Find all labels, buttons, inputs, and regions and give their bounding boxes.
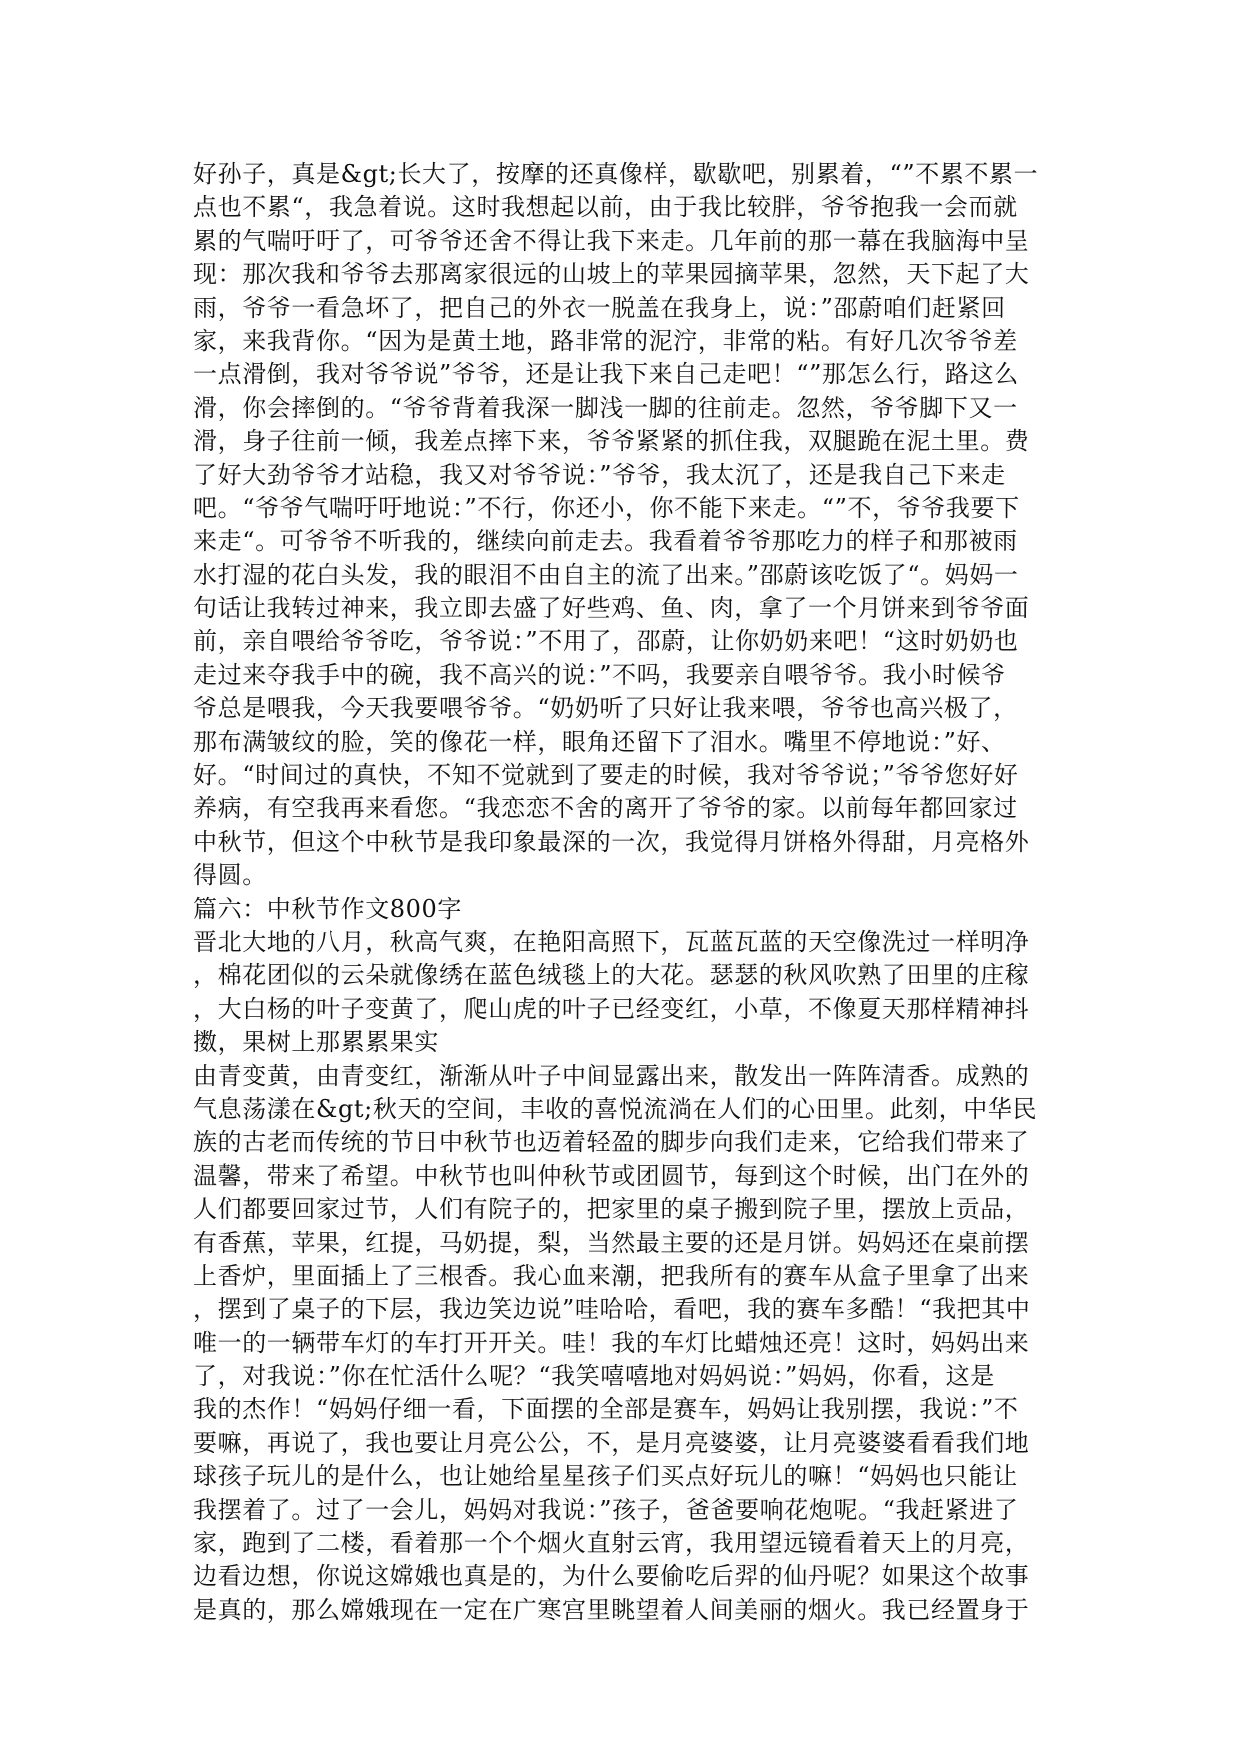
text-line: 句话让我转过神来，我立即去盛了好些鸡、鱼、肉，拿了一个月饼来到爷爷面: [193, 594, 1030, 623]
text-line: ，棉花团似的云朵就像绣在蓝色绒毯上的大花。瑟瑟的秋风吹熟了田里的庄稼: [193, 961, 1030, 990]
text-line: 边看边想，你说这嫦娥也真是的，为什么要偷吃后羿的仙丹呢？如果这个故事: [193, 1562, 1030, 1591]
text-line: 气息荡漾在&gt;秋天的空间，丰收的喜悦流淌在人们的心田里。此刻，中华民: [193, 1094, 1038, 1123]
text-line: 是真的，那么嫦娥现在一定在广寒宫里眺望着人间美丽的烟火。我已经置身于: [193, 1595, 1030, 1624]
text-line: 要嘛，再说了，我也要让月亮公公，不，是月亮婆婆，让月亮婆婆看看我们地: [193, 1428, 1030, 1457]
text-line: 水打湿的花白头发，我的眼泪不由自主的流了出来。”邵蔚该吃饭了“。妈妈一: [193, 560, 1019, 589]
text-line: 上香炉，里面插上了三根香。我心血来潮，把我所有的赛车从盒子里拿了出来: [193, 1261, 1030, 1290]
text-line: 中秋节，但这个中秋节是我印象最深的一次，我觉得月饼格外得甜，月亮格外: [193, 827, 1030, 856]
text-line: 我摆着了。过了一会儿，妈妈对我说：”孩子，爸爸要响花炮呢。“我赶紧进了: [193, 1495, 1019, 1524]
text-line: 由青变黄，由青变红，渐渐从叶子中间显露出来，散发出一阵阵清香。成熟的: [193, 1061, 1030, 1090]
text-line: 了好大劲爷爷才站稳，我又对爷爷说：”爷爷，我太沉了，还是我自己下来走: [193, 460, 1006, 489]
text-line: 吧。“爷爷气喘吁吁地说：”不行，你还小，你不能下来走。“”不，爷爷我要下: [193, 493, 1020, 522]
text-line: ，摆到了桌子的下层，我边笑边说”哇哈哈，看吧，我的赛车多酷！“我把其中: [193, 1295, 1031, 1324]
text-line: 爷总是喂我，今天我要喂爷爷。“奶奶听了只好让我来喂，爷爷也高兴极了，: [193, 694, 1018, 723]
text-line: 走过来夺我手中的碗，我不高兴的说：”不吗，我要亲自喂爷爷。我小时候爷: [193, 660, 1006, 689]
text-line: 前，亲自喂给爷爷吃，爷爷说：”不用了，邵蔚，让你奶奶来吧！“这时奶奶也: [193, 627, 1019, 656]
text-line: 有香蕉，苹果，红提，马奶提，梨，当然最主要的还是月饼。妈妈还在桌前摆: [193, 1228, 1030, 1257]
text-line: 温馨，带来了希望。中秋节也叫仲秋节或团圆节，每到这个时候，出门在外的: [193, 1161, 1030, 1190]
text-line: 唯一的一辆带车灯的车打开开关。哇！我的车灯比蜡烛还亮！这时，妈妈出来: [193, 1328, 1030, 1357]
text-line: 人们都要回家过节，人们有院子的，把家里的桌子搬到院子里，摆放上贡品，: [193, 1195, 1030, 1224]
text-line: 累的气喘吁吁了，可爷爷还舍不得让我下来走。几年前的那一幕在我脑海中呈: [193, 226, 1030, 255]
text-line: 好孙子，真是&gt;长大了，按摩的还真像样，歇歇吧，别累着，“”不累不累一: [193, 160, 1039, 188]
text-line: 得圆。: [193, 861, 267, 890]
text-line: 好。“时间过的真快，不知不觉就到了要走的时候，我对爷爷说；”爷爷您好好: [193, 761, 1019, 790]
text-line: 族的古老而传统的节日中秋节也迈着轻盈的脚步向我们走来，它给我们带来了: [193, 1128, 1030, 1157]
text-line: 我的杰作！“妈妈仔细一看，下面摆的全部是赛车，妈妈让我别摆，我说：”不: [193, 1395, 1019, 1424]
text-line: 滑，身子往前一倾，我差点摔下来，爷爷紧紧的抓住我，双腿跪在泥土里。费: [193, 427, 1030, 456]
text-line: ，大白杨的叶子变黄了，爬山虎的叶子已经变红，小草，不像夏天那样精神抖: [193, 994, 1030, 1023]
text-line: 那布满皱纹的脸，笑的像花一样，眼角还留下了泪水。嘴里不停地说：”好、: [193, 727, 1006, 756]
text-line: 现：那次我和爷爷去那离家很远的山坡上的苹果园摘苹果，忽然，天下起了大: [193, 260, 1030, 289]
text-line: 家，来我背你。“因为是黄土地，路非常的泥泞，非常的粘。有好几次爷爷差: [193, 326, 1018, 355]
text-line: 晋北大地的八月，秋高气爽，在艳阳高照下，瓦蓝瓦蓝的天空像洗过一样明净: [193, 927, 1030, 956]
text-line: 雨，爷爷一看急坏了，把自己的外衣一脱盖在我身上，说：”邵蔚咱们赶紧回: [193, 293, 1006, 322]
text-line: 球孩子玩儿的是什么，也让她给星星孩子们买点好玩儿的嘛！“妈妈也只能让: [193, 1462, 1018, 1491]
text-line: 了，对我说：”你在忙活什么呢？“我笑嘻嘻地对妈妈说：”妈妈，你看，这是: [193, 1362, 995, 1391]
text-line: 点也不累“，我急着说。这时我想起以前，由于我比较胖，爷爷抱我一会而就: [193, 193, 1018, 222]
text-line: 一点滑倒，我对爷爷说”爷爷，还是让我下来自己走吧！“”那怎么行，路这么: [193, 360, 1019, 389]
essay-text: [193, 158, 1063, 1627]
text-line: 养病，有空我再来看您。“我恋恋不舍的离开了爷爷的家。以前每年都回家过: [193, 794, 1018, 823]
text-line: 家，跑到了二楼，看着那一个个烟火直射云宵，我用望远镜看着天上的月亮，: [193, 1529, 1030, 1558]
section-heading: 篇六：中秋节作文800字: [193, 894, 463, 923]
text-line: 擞，果树上那累累果实: [193, 1028, 439, 1057]
text-line: 滑，你会摔倒的。“爷爷背着我深一脚浅一脚的往前走。忽然，爷爷脚下又一: [193, 393, 1018, 422]
text-line: 来走“。可爷爷不听我的，继续向前走去。我看着爷爷那吃力的样子和那被雨: [193, 527, 1018, 556]
